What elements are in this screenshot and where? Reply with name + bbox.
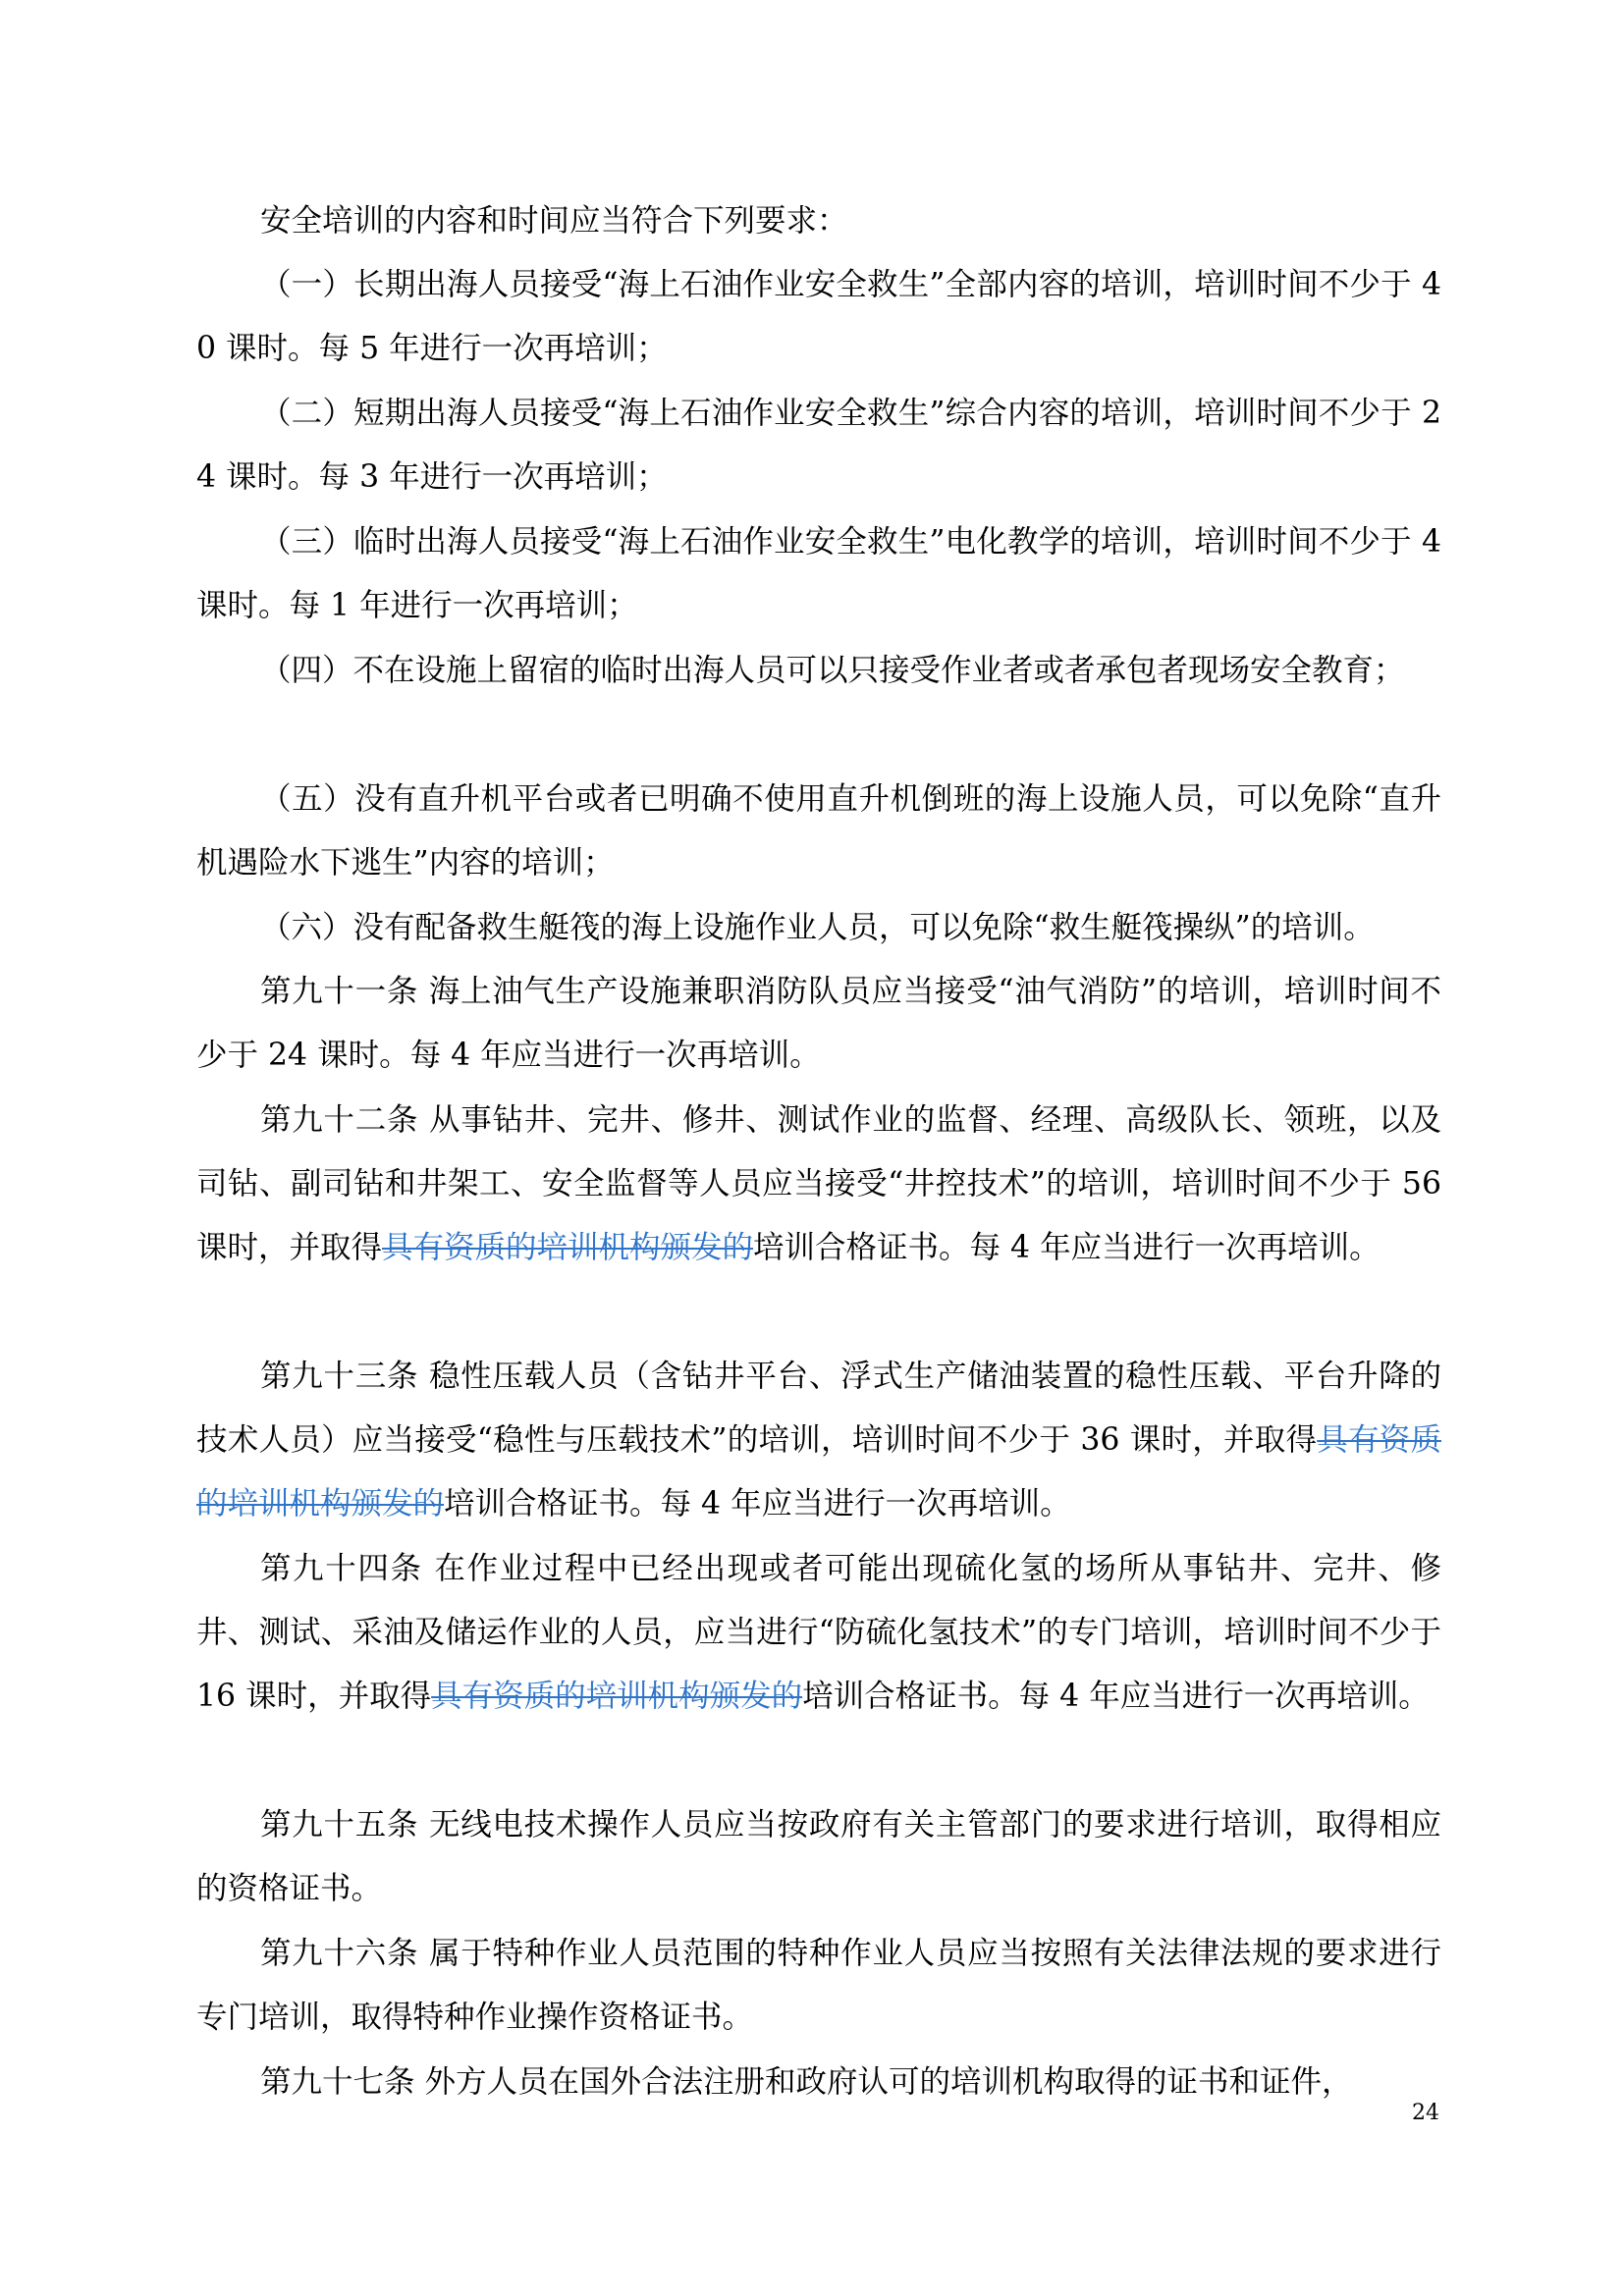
paragraph-8 <box>196 1089 1441 1280</box>
paragraph-text: （六）没有配备救生艇筏的海上设施作业人员，可以免除“救生艇筏操纵”的培训。 <box>260 910 1375 945</box>
paragraph-3 <box>196 510 1441 638</box>
paragraph-2 <box>196 382 1441 509</box>
paragraph-0 <box>196 189 1441 253</box>
struck-revision-text: 具有资质的培训机构颁发的 <box>196 1422 1441 1522</box>
paragraph-text: （三）临时出海人员接受“海上石油作业安全救生”电化教学的培训，培训时间不少于 4 课时。每 1 年进行一次再培训； <box>196 524 1441 623</box>
paragraph-text: （五）没有直升机平台或者已明确不使用直升机倒班的海上设施人员，可以免除“直升机遇险水下逃生”内容的培训； <box>196 781 1441 881</box>
paragraph-text: 第九十七条 外方人员在国外合法注册和政府认可的培训机构取得的证书和证件， <box>260 2064 1353 2100</box>
paragraph-6 <box>196 896 1441 960</box>
paragraph-text: 第九十五条 无线电技术操作人员应当按政府有关主管部门的要求进行培训，取得相应的资格证书。 <box>196 1807 1441 1906</box>
paragraph-9 <box>196 1345 1441 1536</box>
page-number: 24 <box>1412 2101 1439 2125</box>
paragraph-text: 培训合格证书。每 4 年应当进行一次再培训。 <box>802 1679 1430 1714</box>
paragraph-12 <box>196 1922 1441 2050</box>
struck-revision-text: 具有资质的培训机构颁发的 <box>382 1230 754 1265</box>
paragraph-text: 第九十四条 在作业过程中已经出现或者可能出现硫化氢的场所从事钻井、完井、修井、测试、采油及储运作业的人员，应当进行“防硫化氢技术”的专门培训，培训时间不少于 16 课时，并取得 <box>196 1551 1441 1714</box>
paragraph-text: 第九十六条 属于特种作业人员范围的特种作业人员应当按照有关法律法规的要求进行专门培训，取得特种作业操作资格证书。 <box>196 1936 1441 2035</box>
paragraph-13 <box>196 2051 1441 2114</box>
paragraph-text: 安全培训的内容和时间应当符合下列要求： <box>260 203 848 239</box>
paragraph-10 <box>196 1537 1441 1729</box>
struck-revision-text: 具有资质的培训机构颁发的 <box>431 1679 803 1714</box>
paragraph-11 <box>196 1793 1441 1921</box>
paragraph-text: 第九十三条 稳性压载人员（含钻井平台、浮式生产储油装置的稳性压载、平台升降的技术人员）应当接受“稳性与压载技术”的培训，培训时间不少于 36 课时，并取得 <box>196 1359 1441 1458</box>
paragraph-text: （一）长期出海人员接受“海上石油作业安全救生”全部内容的培训，培训时间不少于 40 课时。每 5 年进行一次再培训； <box>196 267 1441 366</box>
paragraph-5 <box>196 768 1441 895</box>
paragraph-text: 培训合格证书。每 4 年应当进行一次再培训。 <box>444 1486 1071 1522</box>
paragraph-text: （四）不在设施上留宿的临时出海人员可以只接受作业者或者承包者现场安全教育； <box>260 653 1405 688</box>
paragraph-text: 培训合格证书。每 4 年应当进行一次再培训。 <box>753 1230 1380 1265</box>
paragraph-text: 第九十一条 海上油气生产设施兼职消防队员应当接受“油气消防”的培训，培训时间不少于 24 课时。每 4 年应当进行一次再培训。 <box>196 974 1441 1073</box>
paragraph-text: 第九十二条 从事钻井、完井、修井、测试作业的监督、经理、高级队长、领班，以及司钻、副司钻和井架工、安全监督等人员应当接受“井控技术”的培训，培训时间不少于 56 课时，并取得 <box>196 1102 1441 1265</box>
paragraph-7 <box>196 960 1441 1088</box>
paragraph-text: （二）短期出海人员接受“海上石油作业安全救生”综合内容的培训，培训时间不少于 24 课时。每 3 年进行一次再培训； <box>196 396 1441 495</box>
paragraph-1 <box>196 253 1441 381</box>
paragraph-4 <box>196 639 1441 703</box>
